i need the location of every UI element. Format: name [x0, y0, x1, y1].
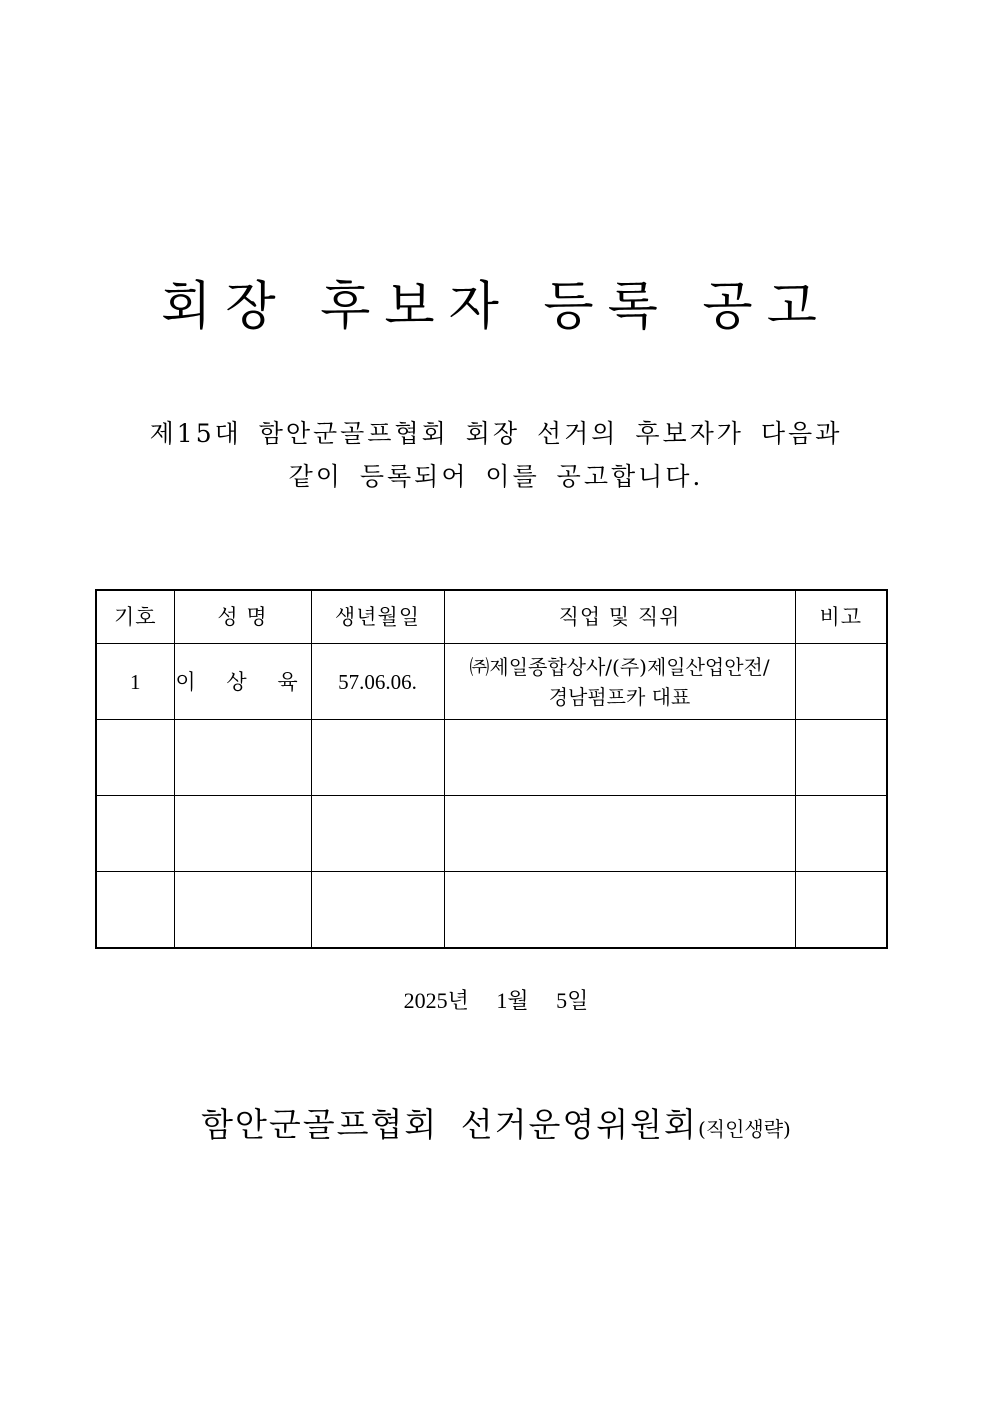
header-birth-date: 생년월일 [311, 590, 444, 644]
table-row-empty [96, 872, 887, 949]
empty-cell [174, 720, 311, 796]
header-occupation: 직업 및 직위 [444, 590, 795, 644]
announcement-line-1: 제15대 함안군골프협회 회장 선거의 후보자가 다음과 [149, 419, 843, 448]
candidate-birth-date: 57.06.06. [311, 644, 444, 720]
candidate-name: 이 상 육 [174, 644, 311, 720]
empty-cell [795, 720, 887, 796]
empty-cell [96, 720, 174, 796]
candidate-remarks [795, 644, 887, 720]
header-remarks: 비고 [795, 590, 887, 644]
empty-cell [444, 796, 795, 872]
table-row-empty [96, 720, 887, 796]
candidate-number: 1 [96, 644, 174, 720]
empty-cell [96, 796, 174, 872]
candidate-occupation [444, 644, 795, 720]
empty-cell [795, 796, 887, 872]
committee-name: 함안군골프협회 선거운영위원회 [201, 1105, 698, 1144]
empty-cell [96, 872, 174, 949]
issuer-block [0, 1100, 992, 1156]
table-header-row [96, 590, 887, 644]
occupation-line-1: ㈜제일종합상사/(주)제일산업안전/ [469, 654, 770, 679]
table-row [96, 644, 887, 720]
empty-cell [311, 796, 444, 872]
candidate-table [95, 589, 888, 949]
occupation-line-2: 경남펌프카 대표 [548, 684, 691, 709]
empty-cell [174, 872, 311, 949]
announcement-text [0, 412, 992, 498]
empty-cell [444, 872, 795, 949]
announcement-date: 2025년 1월 5일 [403, 988, 589, 1013]
header-name: 성 명 [174, 590, 311, 644]
page-title: 회장 후보자 등록 공고 [161, 277, 831, 337]
empty-cell [795, 872, 887, 949]
empty-cell [311, 872, 444, 949]
seal-omitted-note: (직인생략) [697, 1117, 791, 1141]
empty-cell [174, 796, 311, 872]
empty-cell [311, 720, 444, 796]
empty-cell [444, 720, 795, 796]
announcement-line-2: 같이 등록되어 이를 공고합니다. [288, 462, 704, 491]
table-row-empty [96, 796, 887, 872]
header-number: 기호 [96, 590, 174, 644]
